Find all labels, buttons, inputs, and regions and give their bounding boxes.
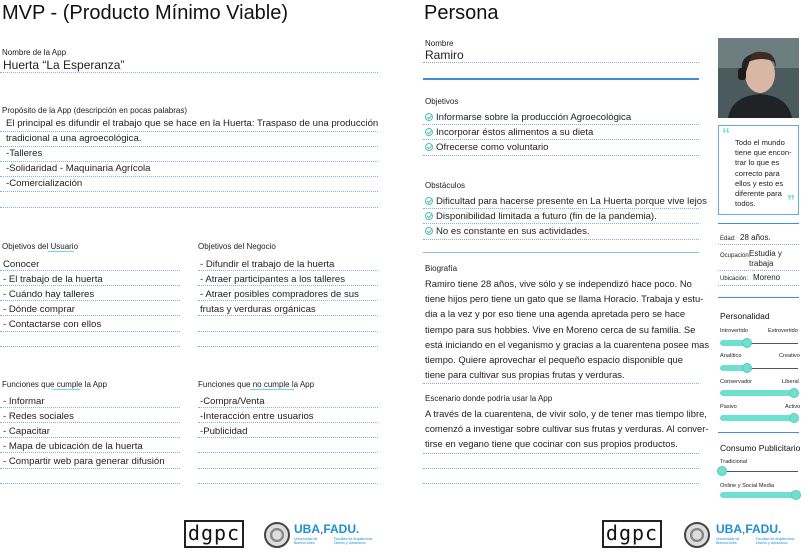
list-item: - Difundir el trabajo de la huerta bbox=[200, 259, 335, 270]
user-goals-label: Objetivos del Usuario bbox=[2, 242, 79, 251]
age-value: 28 años. bbox=[740, 233, 771, 242]
consumo-label: Consumo Publicitario bbox=[720, 443, 801, 453]
purpose-text bbox=[6, 116, 378, 191]
quote-text: Todo el mundo tiene que encon- trar lo que es correcto para ellos y esto es diferente para todos. bbox=[735, 138, 792, 209]
personality-slider-fill bbox=[720, 390, 794, 396]
bio-line: dia a la vez y por eso tiene una agenda apretada pero se hace bbox=[425, 308, 686, 320]
quote-close-icon: ” bbox=[787, 193, 795, 210]
uba-sub-right: Facultad de Arquitectura, Diseño y Urbanismo bbox=[334, 537, 373, 545]
occupation-label: Ocupación: bbox=[720, 253, 751, 259]
obstacles-label: Obstáculos bbox=[425, 181, 466, 190]
list-item: Conocer bbox=[3, 259, 40, 270]
location-value: Moreno bbox=[753, 273, 781, 282]
personality-slider-knob bbox=[742, 363, 752, 373]
functions-yes-label: Funciones que cumple la App bbox=[2, 380, 107, 389]
functions-no-label: Funciones que no cumple la App bbox=[198, 380, 315, 389]
personality-label: Personalidad bbox=[720, 311, 770, 321]
bio-line: está iniciando en el veganismo y gracias a la cuarentena posee mas bbox=[425, 338, 710, 350]
persona-name: Ramiro bbox=[425, 48, 464, 62]
list-item: - Dónde comprar bbox=[3, 304, 75, 315]
purpose-line: -Solidaridad - Maquinaria Agrícola bbox=[6, 163, 151, 174]
list-item: frutas y verduras orgánicas bbox=[200, 304, 316, 315]
list-item: - Mapa de ubicación de la huerta bbox=[3, 441, 143, 452]
uba-seal-icon bbox=[684, 522, 710, 548]
uba-sub-left: Universidad de Buenos Aires bbox=[294, 537, 318, 545]
consumo-slider-knob bbox=[717, 466, 727, 476]
scenario-line: A través de la cuarentena, de vivir solo, y de tener mas tiempo libre, bbox=[425, 408, 707, 419]
scenario-line: comenzó a investigar sobre cultivar sus frutas y verduras. Al conver- bbox=[425, 423, 709, 435]
list-item: - Capacitar bbox=[3, 426, 50, 437]
purpose-line: -Comercialización bbox=[6, 178, 83, 189]
uba-logo-text: UBA,FADU. bbox=[716, 522, 782, 536]
check-icon bbox=[425, 128, 433, 136]
trait-left-label: Introvertido bbox=[720, 328, 748, 334]
app-name-label: Nombre de la App bbox=[2, 48, 67, 57]
trait-right-label: Activo bbox=[785, 404, 801, 410]
bio-text bbox=[425, 276, 709, 382]
consumo-slider-knob bbox=[791, 490, 801, 500]
scenario-text bbox=[425, 406, 708, 452]
age-label: Edad: bbox=[720, 236, 736, 242]
purpose-label: Propósito de la App (descripción en pocas palabras) bbox=[2, 106, 187, 115]
list-item: - Informar bbox=[3, 396, 45, 407]
dgpc-logo: dgpc bbox=[184, 520, 244, 548]
objectives-list bbox=[425, 110, 631, 155]
list-item: - Cuándo hay talleres bbox=[3, 289, 95, 300]
list-item: - El trabajo de la huerta bbox=[3, 274, 103, 285]
list-item: - Compartir web para generar difusión bbox=[3, 456, 165, 467]
bio-line: tiempo para sus hobbies. Vive en Moreno cerca de su familia. Se bbox=[425, 323, 696, 335]
name-label: Nombre bbox=[425, 39, 454, 48]
uba-sub-right: Facultad de Arquitectura, Diseño y Urbanismo bbox=[756, 537, 795, 545]
business-goals-list bbox=[200, 257, 359, 317]
trait-left-label: Analítico bbox=[720, 353, 742, 359]
list-item: -Interacción entre usuarios bbox=[200, 411, 314, 422]
business-goals-label: Objetivos del Negocio bbox=[198, 242, 276, 251]
list-item: - Atraer posibles compradores de sus bbox=[200, 289, 359, 300]
quote-open-icon: “ bbox=[722, 126, 730, 143]
check-icon bbox=[425, 143, 433, 151]
personality-slider-fill bbox=[720, 415, 794, 421]
uba-seal-icon bbox=[264, 522, 290, 548]
bio-line: Ramiro tiene 28 años, vive sólo y se independizó hace poco. No bbox=[425, 278, 692, 289]
obstacle-item: No es constante en sus actividades. bbox=[425, 224, 707, 239]
check-icon bbox=[425, 212, 433, 220]
check-icon bbox=[425, 197, 433, 205]
mvp-title: MVP - (Producto Mínimo Viable) bbox=[2, 2, 289, 24]
user-goals-list bbox=[3, 257, 103, 332]
purpose-line: tradicional a una agroecológica. bbox=[6, 133, 142, 144]
personality-slider-knob bbox=[742, 338, 752, 348]
objective-item: Ofrecerse como voluntario bbox=[425, 140, 631, 155]
obstacles-list bbox=[425, 194, 707, 239]
bio-label: Biografía bbox=[425, 264, 458, 273]
obstacle-item: Dificultad para hacerse presente en La Huerta porque vive lejos bbox=[425, 194, 707, 209]
list-item: -Compra/Venta bbox=[200, 396, 265, 407]
consumo-item-label: Online y Social Media bbox=[720, 483, 775, 489]
scenario-line: tirse en vegano tiene que cocinar con sus propios productos. bbox=[425, 438, 678, 450]
scenario-label: Escenario donde podría usar la App bbox=[425, 394, 553, 403]
consumo-slider-fill bbox=[720, 492, 796, 498]
obstacle-item: Disponibilidad limitada a futuro (fin de la pandemia). bbox=[425, 209, 707, 224]
functions-yes-list bbox=[3, 394, 165, 469]
trait-left-label: Conservador bbox=[720, 379, 753, 385]
objectives-label: Objetivos bbox=[425, 97, 459, 106]
trait-left-label: Pasivo bbox=[720, 404, 737, 410]
list-item: - Redes sociales bbox=[3, 411, 74, 422]
persona-avatar-icon bbox=[718, 38, 799, 118]
list-item: -Publicidad bbox=[200, 426, 248, 437]
list-item: - Contactarse con ellos bbox=[3, 319, 102, 330]
objective-item: Incorporar éstos alimentos a su dieta bbox=[425, 125, 631, 140]
persona-photo bbox=[718, 38, 799, 118]
uba-logo-text: UBA,FADU. bbox=[294, 522, 360, 536]
bio-line: tiempo. Quiere aprovechar el pequeño espacio disponible que bbox=[425, 353, 683, 365]
list-item: - Atraer participantes a los talleres bbox=[200, 274, 346, 285]
bio-line: tiene hijos pero tiene un gato que se llama Horacio. Trabaja y estu- bbox=[425, 293, 704, 305]
trait-right-label: Liberal bbox=[782, 379, 799, 385]
persona-title: Persona bbox=[424, 2, 499, 24]
location-label: Ubicación: bbox=[720, 276, 749, 282]
objective-item: Informarse sobre la producción Agroecológica bbox=[425, 110, 631, 125]
personality-slider-knob bbox=[789, 413, 799, 423]
consumo-item-label: Tradicional bbox=[720, 459, 748, 465]
trait-right-label: Creativo bbox=[779, 353, 800, 359]
uba-sub-left: Universidad de Buenos Aires bbox=[716, 537, 740, 545]
functions-no-list bbox=[200, 394, 314, 439]
occupation-value: Estudia y trabaja bbox=[749, 249, 782, 268]
purpose-line: -Talleres bbox=[6, 148, 43, 159]
dgpc-logo: dgpc bbox=[602, 520, 662, 548]
trait-right-label: Extrovertido bbox=[768, 328, 798, 334]
purpose-line: El principal es difundir el trabajo que se hace en la Huerta: Traspaso de una producción bbox=[6, 118, 379, 129]
bio-line: tiene para cultivar sus propias frutas y verduras. bbox=[425, 369, 625, 381]
check-icon bbox=[425, 113, 433, 121]
app-name: Huerta “La Esperanza” bbox=[3, 58, 125, 72]
check-icon bbox=[425, 227, 433, 235]
personality-slider-knob bbox=[789, 388, 799, 398]
